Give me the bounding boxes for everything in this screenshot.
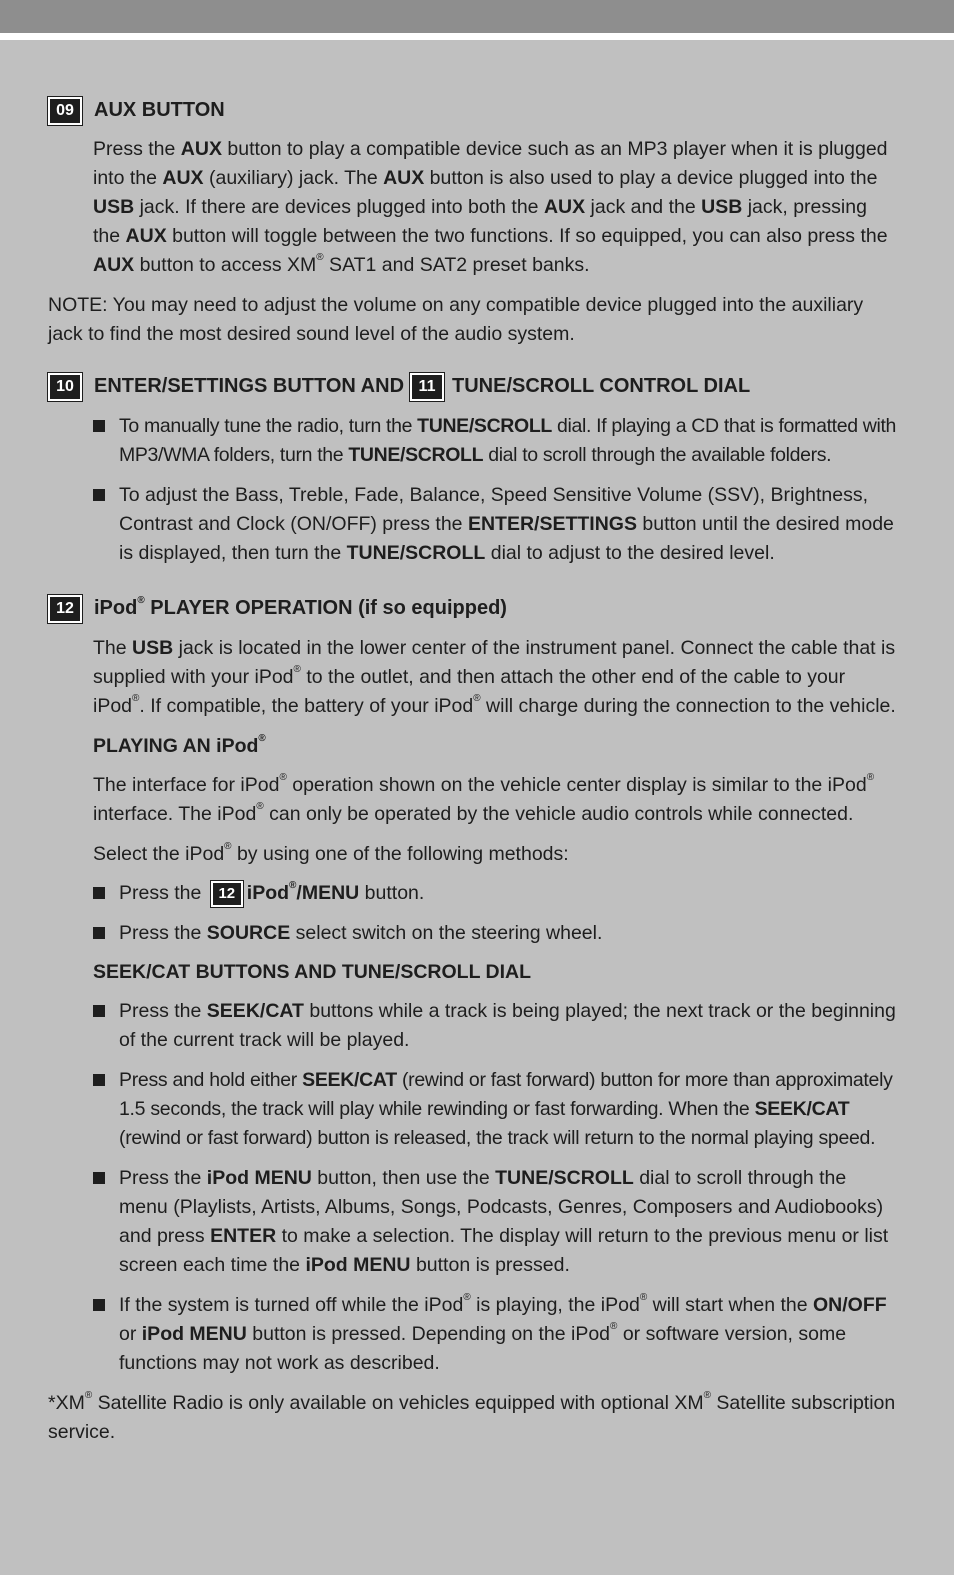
ipod-select-paragraph: Select the iPod® by using one of the following methods: (93, 841, 569, 865)
header-divider (0, 33, 954, 40)
bullet-icon (93, 887, 105, 899)
ipod-paragraph: The USB jack is located in the lower center of the instrument panel. Connect the cable that is supplied with your iPod® to the outlet, and then attach the other end of the cable to your iPod®. If compatible, the battery of your iPod® will charge during the connection to the vehicle. (93, 637, 896, 717)
section-heading-ipod (48, 594, 507, 623)
bullet-icon (93, 1005, 105, 1017)
ipod-interface-paragraph: The interface for iPod® operation shown on the vehicle center display is similar to the iPod® interface. The iPod® can only be operated by the vehicle audio controls while connected. (93, 772, 875, 825)
section-number-badge: 12 (211, 881, 243, 907)
aux-note: NOTE: You may need to adjust the volume on any compatible device plugged into the auxiliary jack to find the most desired sound level of the audio system. (48, 294, 864, 345)
section-title: iPod® PLAYER OPERATION (if so equipped) (94, 595, 507, 619)
bullet-icon (93, 1299, 105, 1311)
list-item: Press the SOURCE select switch on the steering wheel. (93, 919, 898, 948)
section-number-badge: 11 (410, 373, 444, 401)
footnote: *XM® Satellite Radio is only available on vehicles equipped with optional XM® Satellite subscription service. (48, 1390, 896, 1443)
aux-paragraph: Press the AUX button to play a compatible device such as an MP3 player when it is plugged into the AUX (auxiliary) jack. The AUX button is also used to play a device plugged into the USB jack. If there are devices plugged into both the AUX jack and the USB jack, pressing the AUX button will toggle between the two functions. If so equipped, you can also press the AUX button to access XM® SAT1 and SAT2 preset banks. (93, 138, 888, 276)
bullet-icon (93, 1074, 105, 1086)
section-number-badge: 09 (48, 97, 82, 125)
bullet-icon (93, 489, 105, 501)
section-heading-aux (48, 96, 225, 125)
subheading-seek-cat: SEEK/CAT BUTTONS AND TUNE/SCROLL DIAL (93, 961, 532, 983)
list-item: If the system is turned off while the iPod® is playing, the iPod® will start when the ON/OFF or iPod MENU button is pressed. Depending on the iPod® or software version, some functions may not work as described. (93, 1291, 898, 1378)
section-number-badge: 10 (48, 373, 82, 401)
list-item: Press and hold either SEEK/CAT (rewind or fast forward) button for more than approximately 1.5 seconds, the track will play while rewinding or fast forwarding. When the SEEK/CAT (rewind or fast forward) button is released, the track will return to the normal playing speed. (93, 1066, 898, 1153)
list-item: To manually tune the radio, turn the TUNE/SCROLL dial. If playing a CD that is formatted with MP3/WMA folders, turn the TUNE/SCROLL dial to scroll through the available folders. (93, 412, 898, 470)
list-item: To adjust the Bass, Treble, Fade, Balance, Speed Sensitive Volume (SSV), Brightness, Contrast and Clock (ON/OFF) press the ENTER/SETTINGS button until the desired mode is displayed, then turn the TUNE/SCROLL dial to adjust to the desired level. (93, 481, 898, 568)
bullet-icon (93, 420, 105, 432)
bullet-icon (93, 1172, 105, 1184)
section-heading-enter-settings (48, 372, 750, 401)
section-title: ENTER/SETTINGS BUTTON AND (94, 375, 405, 397)
section-number-badge: 12 (48, 595, 82, 623)
subheading-playing-ipod: PLAYING AN iPod® (93, 733, 266, 757)
list-item: Press the iPod MENU button, then use the TUNE/SCROLL dial to scroll through the menu (Playlists, Artists, Albums, Songs, Podcasts, Genres, Composers and Audiobooks) and press ENTER to make a selection. The display will return to the previous menu or list screen each time the iPod MENU button is pressed. (93, 1164, 898, 1280)
list-item: Press the SEEK/CAT buttons while a track is being played; the next track or the beginning of the current track will be played. (93, 997, 898, 1055)
bullet-icon (93, 927, 105, 939)
list-item: Press the 12 iPod®/MENU button. (93, 879, 898, 908)
section-title: TUNE/SCROLL CONTROL DIAL (452, 375, 751, 397)
section-title: AUX BUTTON (94, 99, 225, 121)
header-bar (0, 0, 954, 33)
